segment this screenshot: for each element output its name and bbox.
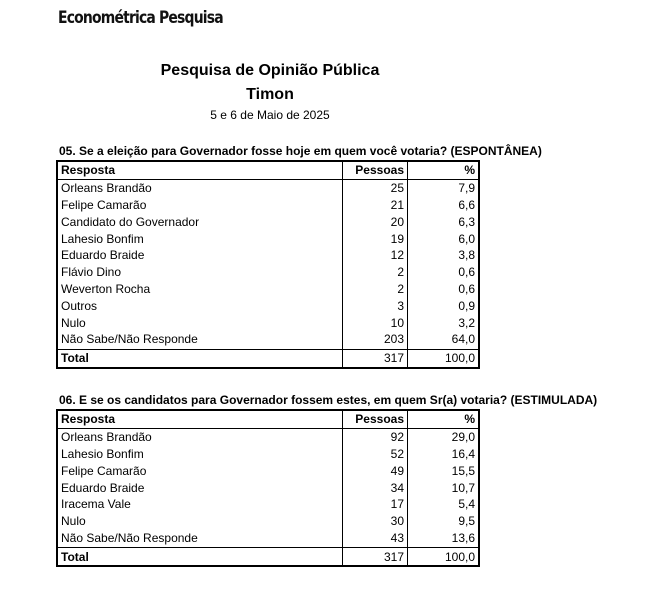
table-row [57, 446, 479, 463]
total-row [57, 548, 479, 566]
table-row [57, 230, 479, 247]
total-row [57, 349, 479, 367]
table-row [57, 530, 479, 548]
table-row [57, 513, 479, 530]
cell-pessoas: 3 [343, 297, 408, 314]
cell-percent: 15,5 [408, 462, 480, 479]
cell-resposta: Não Sabe/Não Responde [57, 331, 343, 349]
cell-percent: 0,6 [408, 264, 480, 281]
cell-percent: 6,0 [408, 230, 480, 247]
cell-pessoas: 52 [343, 446, 408, 463]
cell-percent: 5,4 [408, 496, 480, 513]
cell-resposta: Outros [57, 297, 343, 314]
table-row [57, 247, 479, 264]
table-row [57, 428, 479, 445]
question-05: 05. Se a eleição para Governador fosse hoje em quem você votaria? (ESPONTÂNEA) [59, 144, 542, 158]
brand-logo: Econométrica Pesquisa [58, 8, 223, 28]
cell-pessoas: 12 [343, 247, 408, 264]
cell-percent: 3,2 [408, 314, 480, 331]
question-06: 06. E se os candidatos para Governador fossem estes, em quem Sr(a) votaria? (ESTIMULADA) [59, 393, 598, 407]
cell-pessoas: 203 [343, 331, 408, 349]
total-label: Total [57, 548, 343, 566]
table-row [57, 213, 479, 230]
table-row [57, 314, 479, 331]
cell-pessoas: 2 [343, 264, 408, 281]
total-label: Total [57, 349, 343, 367]
table-row [57, 297, 479, 314]
table-row [57, 179, 479, 196]
cell-pessoas: 43 [343, 530, 408, 548]
table-row [57, 479, 479, 496]
cell-percent: 7,9 [408, 179, 480, 196]
table-row [57, 264, 479, 281]
cell-percent: 64,0 [408, 331, 480, 349]
table-header-row [57, 161, 479, 179]
header-pessoas: Pessoas [343, 410, 408, 428]
page-subtitle-city: Timon [246, 86, 294, 103]
cell-pessoas: 49 [343, 462, 408, 479]
table-row [57, 496, 479, 513]
cell-resposta: Não Sabe/Não Responde [57, 530, 343, 548]
cell-percent: 0,6 [408, 281, 480, 298]
table-row [57, 331, 479, 349]
cell-pessoas: 10 [343, 314, 408, 331]
cell-pessoas: 20 [343, 213, 408, 230]
cell-resposta: Felipe Camarão [57, 197, 343, 214]
total-pessoas: 317 [343, 349, 408, 367]
results-table-estimulada [56, 409, 480, 567]
cell-resposta: Flávio Dino [57, 264, 343, 281]
cell-percent: 6,6 [408, 197, 480, 214]
cell-pessoas: 2 [343, 281, 408, 298]
cell-resposta: Weverton Rocha [57, 281, 343, 298]
cell-pessoas: 21 [343, 197, 408, 214]
header-percent: % [408, 410, 480, 428]
cell-percent: 13,6 [408, 530, 480, 548]
cell-resposta: Nulo [57, 513, 343, 530]
cell-pessoas: 25 [343, 179, 408, 196]
total-percent: 100,0 [408, 548, 480, 566]
cell-resposta: Iracema Vale [57, 496, 343, 513]
cell-resposta: Lahesio Bonfim [57, 230, 343, 247]
cell-resposta: Orleans Brandão [57, 179, 343, 196]
total-pessoas: 317 [343, 548, 408, 566]
table-row [57, 281, 479, 298]
results-table-espontanea [56, 160, 480, 369]
survey-date: 5 e 6 de Maio de 2025 [210, 108, 330, 122]
cell-percent: 6,3 [408, 213, 480, 230]
cell-resposta: Orleans Brandão [57, 428, 343, 445]
header-percent: % [408, 161, 480, 179]
cell-percent: 29,0 [408, 428, 480, 445]
cell-resposta: Felipe Camarão [57, 462, 343, 479]
cell-resposta: Eduardo Braide [57, 247, 343, 264]
table-row [57, 197, 479, 214]
cell-resposta: Nulo [57, 314, 343, 331]
cell-percent: 10,7 [408, 479, 480, 496]
header-pessoas: Pessoas [343, 161, 408, 179]
cell-resposta: Eduardo Braide [57, 479, 343, 496]
table-row [57, 462, 479, 479]
cell-pessoas: 30 [343, 513, 408, 530]
cell-resposta: Lahesio Bonfim [57, 446, 343, 463]
page-title: Pesquisa de Opinião Pública [160, 62, 380, 79]
header-resposta: Resposta [57, 410, 343, 428]
table-header-row [57, 410, 479, 428]
cell-pessoas: 17 [343, 496, 408, 513]
cell-pessoas: 19 [343, 230, 408, 247]
total-percent: 100,0 [408, 349, 480, 367]
cell-percent: 0,9 [408, 297, 480, 314]
cell-pessoas: 92 [343, 428, 408, 445]
cell-percent: 3,8 [408, 247, 480, 264]
header-resposta: Resposta [57, 161, 343, 179]
cell-percent: 16,4 [408, 446, 480, 463]
cell-pessoas: 34 [343, 479, 408, 496]
cell-resposta: Candidato do Governador [57, 213, 343, 230]
cell-percent: 9,5 [408, 513, 480, 530]
